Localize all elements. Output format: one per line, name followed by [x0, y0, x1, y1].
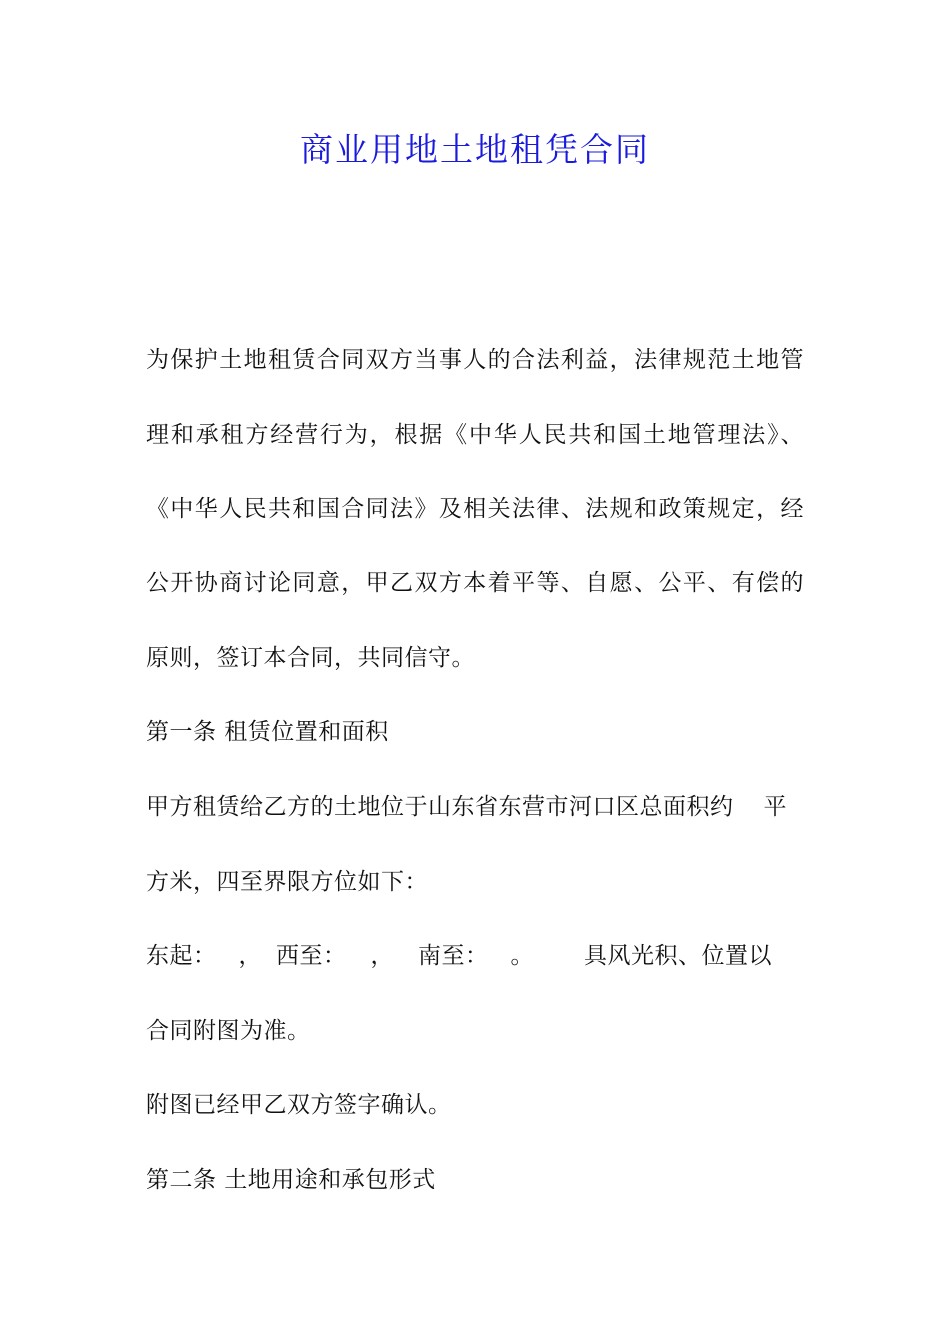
- period-mark: 。: [510, 943, 534, 969]
- article-1-boundary-line-2: 合同附图为准。: [146, 1018, 311, 1044]
- preamble-line-2: 理和承租方经营行为，根据《中华人民共和国土地管理法》、: [146, 422, 804, 448]
- east-label: 东起：: [146, 943, 217, 969]
- preamble-line-4: 公开协商讨论同意，甲乙双方本着平等、自愿、公平、有偿的: [146, 570, 804, 596]
- west-label: 西至：: [276, 943, 347, 969]
- preamble-line-3: 《中华人民共和国合同法》及相关法律、法规和政策规定，经: [146, 496, 804, 522]
- south-label: 南至：: [418, 943, 489, 969]
- comma-2: ，: [370, 943, 394, 969]
- document-title: 商业用地土地租凭合同: [300, 130, 650, 169]
- article-1-attachment-note: 附图已经甲乙双方签字确认。: [146, 1092, 452, 1118]
- boundary-tail: 具风光积、位置以: [584, 943, 772, 969]
- article-1-location-line-1: [146, 792, 787, 822]
- location-unit-ping: 平: [763, 794, 787, 820]
- preamble-line-5: 原则，签订本合同，共同信守。: [146, 645, 475, 671]
- article-1-heading: 第一条 租赁位置和面积: [146, 719, 389, 745]
- article-1-location-line-2: 方米，四至界限方位如下：: [146, 869, 428, 895]
- location-text: 甲方租赁给乙方的土地位于山东省东营市河口区总面积约: [146, 794, 734, 820]
- comma-1: ，: [238, 943, 262, 969]
- article-1-boundary-line: [146, 941, 772, 971]
- article-2-heading: 第二条 土地用途和承包形式: [146, 1167, 436, 1193]
- preamble-line-1: 为保护土地租赁合同双方当事人的合法利益，法律规范土地管: [146, 347, 804, 373]
